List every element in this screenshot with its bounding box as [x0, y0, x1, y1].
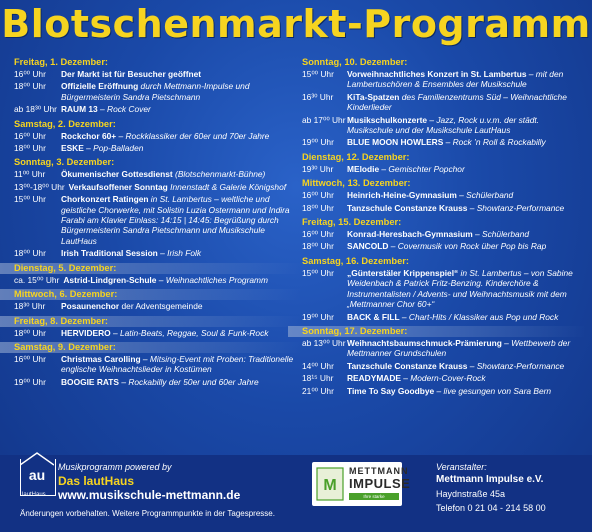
item-description — [347, 338, 587, 359]
item-detail: – Rock Cover — [97, 104, 151, 115]
item-title: Chorkonzert Ratingen — [61, 194, 149, 205]
day-heading: Mittwoch, 13. Dezember: — [302, 178, 411, 189]
day-heading: Freitag, 1. Dezember: — [14, 57, 109, 67]
left-column — [14, 57, 302, 389]
item-description — [61, 104, 302, 114]
item-description — [61, 81, 302, 102]
right-column — [302, 57, 587, 398]
program-item — [14, 182, 302, 192]
program-item — [302, 164, 587, 174]
item-time: 19⁰⁰ Uhr — [14, 376, 46, 387]
item-title: Musikschulkonzerte — [347, 114, 428, 125]
item-time: ab 13⁰⁰ Uhr — [302, 337, 346, 348]
item-title: Ökumenischer Gottesdienst — [61, 169, 173, 180]
item-title: Astrid-Lindgren-Schule — [63, 274, 157, 285]
item-title: Verkaufsoffener Sonntag — [68, 181, 168, 192]
program-item — [14, 301, 302, 311]
item-description — [347, 386, 587, 396]
program-item — [14, 104, 302, 114]
item-time: 15⁰⁰ Uhr — [14, 194, 46, 205]
item-title: HERVIDERO — [61, 327, 111, 338]
item-time: 18⁰⁰ Uhr — [14, 143, 46, 154]
organizer-phone: Telefon 0 21 04 - 214 58 00 — [436, 503, 546, 513]
sponsor-mark-letter: M — [323, 477, 337, 494]
item-detail: – Showtanz-Performance — [467, 360, 565, 371]
lauthaus-name: Das lautHaus — [58, 474, 135, 488]
item-detail: – Jazz, Rock u.v.m. der städt. Musikschule und der Musikschule LautHaus — [347, 114, 540, 136]
day-heading: Sonntag, 10. Dezember: — [302, 57, 408, 67]
program-item — [302, 268, 587, 310]
item-title: Vorweihnachtliches Konzert in St. Lambertus — [347, 69, 527, 79]
item-detail: – Mitsing-Event mit Proben: Traditionelle englische Weihnachtslieder in Kostümen — [61, 353, 294, 375]
program-item — [302, 241, 587, 251]
item-description — [61, 328, 302, 338]
program-item — [302, 229, 587, 239]
item-title: Konrad-Heresbach-Gymnasium — [347, 229, 473, 240]
item-description — [347, 203, 587, 213]
item-time: 18⁰⁰ Uhr — [14, 327, 46, 338]
program-item — [14, 328, 302, 338]
item-time: 15⁰⁰ Uhr — [302, 69, 334, 79]
item-detail: – Rockabilly der 50er und 60er Jahre — [119, 376, 259, 387]
item-description — [347, 268, 587, 310]
item-description — [61, 69, 302, 79]
program-item — [14, 194, 302, 246]
item-detail: – mit den Lambertuschören & Ensembles der Musikschule — [347, 69, 564, 90]
program-item — [302, 137, 587, 147]
item-description — [61, 354, 302, 375]
item-detail: – live gesungen von Sara Bern — [434, 385, 552, 396]
item-time: 18⁰⁰ Uhr — [14, 248, 46, 259]
item-time: 16⁰⁰ Uhr — [14, 69, 46, 79]
disclaimer-note: Änderungen vorbehalten. Weitere Programmpunkte in der Tagespresse. — [20, 509, 275, 518]
item-description — [69, 182, 302, 192]
item-title: Weihnachtsbaumschmuck-Prämierung — [347, 337, 502, 348]
program-item — [14, 248, 302, 258]
item-description — [61, 169, 302, 179]
item-time: 16³⁰ Uhr — [302, 91, 334, 102]
program-item — [302, 92, 587, 113]
program-item — [14, 143, 302, 153]
item-time: 19⁰⁰ Uhr — [302, 311, 334, 322]
item-title: Time To Say Goodbye — [347, 385, 435, 396]
item-title: Christmas Carolling — [61, 353, 141, 364]
logo-letters: au — [28, 467, 45, 483]
item-time: 16⁰⁰ Uhr — [302, 229, 334, 240]
item-time: 16⁰⁰ Uhr — [14, 130, 46, 141]
item-description — [347, 361, 587, 371]
program-item — [302, 386, 587, 396]
item-time: 18³⁰ Uhr — [14, 301, 46, 312]
item-description — [61, 131, 302, 141]
item-detail: Innenstadt & Galerie Königshof — [167, 181, 287, 192]
item-time: 19³⁰ Uhr — [302, 163, 334, 174]
item-title: Tanzschule Constanze Krauss — [347, 202, 468, 213]
day-heading: Samstag, 2. Dezember: — [14, 118, 116, 129]
item-title: BLUE MOON HOWLERS — [347, 137, 444, 148]
day-heading: Samstag, 16. Dezember: — [302, 255, 409, 266]
item-description — [61, 194, 302, 246]
lauthaus-logo-icon — [20, 459, 56, 496]
item-description — [61, 248, 302, 258]
item-description — [61, 377, 302, 387]
item-detail: in St. Lambertus – weltliche und geistliche Chorwerke, mit Solistin Luzia Ostermann und Indira Farabi am Klavier Einlass: 14:15 | 14:45: Begrüßung durch Bürgermeisterin Sandra Pietschmann und Musikschule LautHaus — [61, 194, 290, 246]
program-item — [302, 190, 587, 200]
item-description — [61, 301, 302, 311]
day-heading: Mittwoch, 6. Dezember: — [0, 289, 302, 300]
program-item — [302, 361, 587, 371]
item-title: Der Markt ist für Besucher geöffnet — [61, 69, 202, 79]
powered-by-label: Musikprogramm powered by — [58, 462, 172, 472]
organizer-street: Haydnstraße 45a — [436, 489, 506, 499]
item-description — [347, 115, 587, 136]
item-description — [347, 92, 587, 113]
day-heading: Dienstag, 5. Dezember: — [0, 263, 302, 274]
item-title: SANCOLD — [347, 241, 389, 252]
item-detail: – Showtanz-Performance — [467, 202, 565, 213]
item-detail: – Schülerband — [456, 190, 514, 201]
item-title: Tanzschule Constanze Krauss — [347, 360, 468, 371]
item-time: ab 18³⁰ Uhr — [14, 104, 57, 115]
item-time: 19⁰⁰ Uhr — [302, 137, 334, 148]
item-time: 11⁰⁰ Uhr — [14, 169, 46, 180]
item-time: 18⁰⁰ Uhr — [302, 202, 334, 213]
program-item — [302, 312, 587, 322]
program-item — [14, 169, 302, 179]
item-detail: – Weihnachtliches Programm — [156, 274, 268, 285]
page-title: Blotschenmarkt-Programm — [1, 2, 591, 46]
item-description — [347, 69, 587, 90]
program-item — [302, 338, 587, 359]
item-time: 18⁰⁰ Uhr — [14, 81, 46, 92]
item-title: „Günterstäler Krippenspiel“ — [347, 267, 459, 278]
item-description — [347, 164, 587, 174]
logo-label: lautHaus — [22, 492, 46, 498]
day-heading: Freitag, 8. Dezember: — [0, 316, 302, 327]
organizer-label: Veranstalter: — [436, 462, 487, 472]
item-time: 14⁰⁰ Uhr — [302, 360, 334, 371]
item-title: Heinrich-Heine-Gymnasium — [347, 190, 457, 201]
sponsor-top-text: METTMANN — [349, 466, 409, 476]
sponsor-big-text: IMPULSE — [349, 476, 411, 491]
item-title: Posaunenchor — [61, 301, 120, 312]
m-logo-icon — [316, 467, 344, 501]
item-description — [347, 373, 587, 383]
day-heading: Samstag, 9. Dezember: — [0, 342, 302, 353]
item-detail: der Adventsgemeinde — [119, 301, 203, 312]
program-item — [14, 81, 302, 102]
website-link[interactable]: www.musikschule-mettmann.de — [58, 488, 241, 502]
organizer-name: Mettmann Impulse e.V. — [436, 474, 544, 485]
item-detail: – Schülerband — [472, 229, 530, 240]
item-detail: – Irish Folk — [157, 248, 202, 259]
program-item — [14, 354, 302, 375]
item-detail: – Chart-Hits / Klassiker aus Pop und Rock — [399, 311, 559, 322]
item-detail: (Blotschenmarkt-Bühne) — [172, 169, 266, 180]
item-description — [347, 241, 587, 251]
item-detail: – Modern-Cover-Rock — [400, 373, 486, 384]
program-item — [14, 69, 302, 79]
day-heading: Sonntag, 3. Dezember: — [14, 157, 115, 168]
item-time: ab 17⁰⁰ Uhr — [302, 114, 346, 125]
item-time: ca. 15⁰⁰ Uhr — [14, 274, 60, 285]
program-item — [14, 275, 302, 285]
sponsor-tagline: Ihre starke Werbegemeinschaft — [349, 493, 399, 500]
item-time: 16⁰⁰ Uhr — [14, 353, 46, 364]
program-item — [302, 69, 587, 90]
item-detail: – Wettbewerb der Mettmanner Grundschulen — [347, 337, 571, 359]
day-heading: Dienstag, 12. Dezember: — [302, 151, 410, 162]
item-detail: durch Mettmann-Impulse und Bürgermeisterin Sandra Pietschmann — [61, 81, 250, 102]
item-detail: – Latin-Beats, Reggae, Soul & Funk-Rock — [110, 327, 269, 338]
item-time: 16⁰⁰ Uhr — [302, 190, 334, 201]
item-title: RAUM 13 — [60, 104, 98, 115]
item-detail: – Rock ’n Roll & Rockabilly — [443, 137, 546, 148]
item-detail: in St. Lambertus – von Sabine Weidenbach & Patrick Fritz-Benzing. Kinderchöre & Instrumentalisten / Advents- und Weihnachtsmusik mit dem „Mettmanner Chor 60+“ — [347, 267, 573, 310]
item-time: 15⁰⁰ Uhr — [302, 267, 334, 278]
day-heading: Freitag, 15. Dezember: — [302, 217, 402, 228]
program-item — [14, 131, 302, 141]
item-time: 18¹⁵ Uhr — [302, 373, 334, 384]
item-title: Offizielle Eröffnung — [61, 81, 139, 92]
item-title: Rockchor 60+ — [61, 130, 117, 141]
item-title: BACK & FILL — [347, 311, 400, 322]
item-time: 21⁰⁰ Uhr — [302, 385, 334, 396]
item-description — [63, 275, 302, 285]
item-detail: – Rockklassiker der 60er und 70er Jahre — [116, 130, 270, 141]
program-item — [302, 115, 587, 136]
item-detail: des Familienzentrums Süd – Weihnachtliche Kinderlieder — [347, 91, 567, 113]
item-description — [347, 137, 587, 147]
item-title: READYMADE — [347, 373, 401, 384]
item-title: Irish Traditional Session — [61, 248, 158, 259]
item-time: 18⁰⁰ Uhr — [302, 241, 334, 252]
item-detail: – Pop-Balladen — [83, 143, 144, 154]
program-item — [302, 373, 587, 383]
item-detail: – Covermusik von Rock über Pop bis Rap — [388, 241, 547, 252]
item-description — [347, 229, 587, 239]
item-time: 13⁰⁰-18⁰⁰ Uhr — [14, 181, 65, 192]
item-title: KiTa-Spatzen — [347, 91, 400, 102]
item-description — [61, 143, 302, 153]
day-heading: Sonntag, 17. Dezember: — [288, 326, 587, 337]
item-title: MElodie — [347, 163, 380, 174]
item-description — [347, 312, 587, 322]
item-description — [347, 190, 587, 200]
program-item — [14, 377, 302, 387]
item-title: BOOGIE RATS — [61, 376, 120, 387]
item-detail: – Gemischter Popchor — [379, 163, 465, 174]
program-item — [302, 203, 587, 213]
item-title: ESKE — [61, 143, 84, 154]
